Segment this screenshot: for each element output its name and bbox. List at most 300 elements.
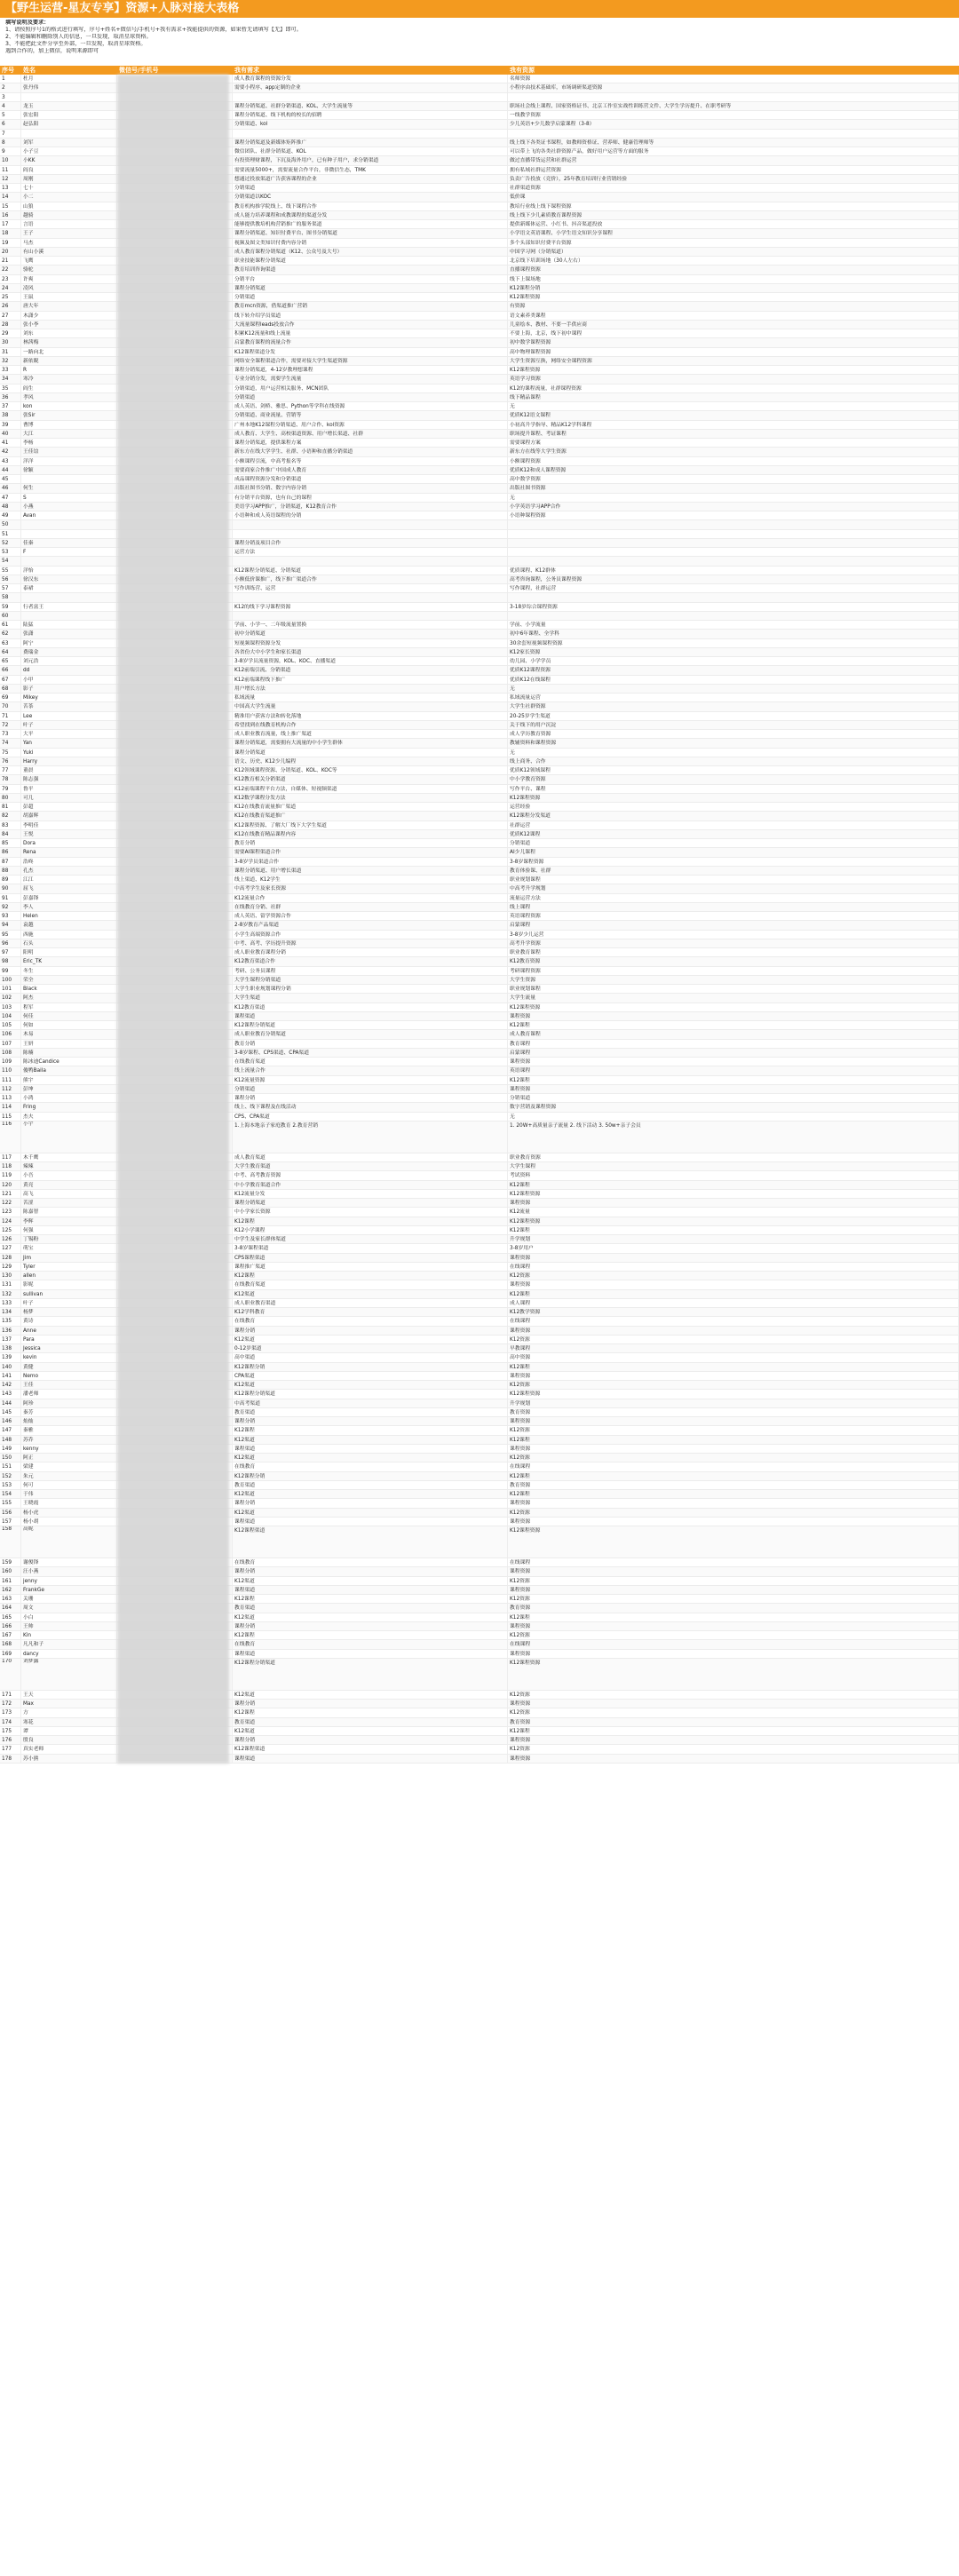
cell-resources[interactable]: K12课程资源 xyxy=(508,1390,959,1398)
cell-index[interactable]: 151 xyxy=(0,1462,21,1470)
cell-name[interactable]: 谢俊锋 xyxy=(21,1558,117,1566)
cell-name[interactable]: 马杰 xyxy=(21,239,117,247)
cell-needs[interactable]: K12课程资源、了解大厂线下大学生渠道 xyxy=(233,821,508,829)
cell-index[interactable]: 164 xyxy=(0,1604,21,1612)
cell-index[interactable]: 140 xyxy=(0,1363,21,1371)
cell-name[interactable]: 周刚 xyxy=(21,175,117,183)
cell-needs[interactable]: K12流量资源 xyxy=(233,1076,508,1084)
cell-needs[interactable]: 线上流量合作 xyxy=(233,1066,508,1074)
cell-needs[interactable]: 课程分销渠道，需要拥有大流量的中小学生群体 xyxy=(233,739,508,747)
cell-resources[interactable]: 线上课程 xyxy=(508,903,959,911)
cell-resources[interactable]: 在线课程 xyxy=(508,1317,959,1325)
cell-resources[interactable]: K12课程 xyxy=(508,1613,959,1621)
cell-index[interactable]: 138 xyxy=(0,1344,21,1352)
cell-index[interactable]: 12 xyxy=(0,175,21,183)
cell-name[interactable]: 张潇 xyxy=(21,630,117,638)
cell-index[interactable]: 118 xyxy=(0,1162,21,1170)
cell-resources[interactable]: 课程资源 xyxy=(508,1518,959,1526)
cell-resources[interactable]: K12课程 xyxy=(508,1490,959,1498)
cell-index[interactable]: 121 xyxy=(0,1190,21,1198)
cell-resources[interactable]: K12课程资源 xyxy=(508,794,959,802)
cell-name[interactable]: Dora xyxy=(21,839,117,847)
cell-name[interactable]: kenny xyxy=(21,1445,117,1453)
cell-name[interactable]: 许爽 xyxy=(21,275,117,283)
cell-needs[interactable]: 成人职业教育分销渠道 xyxy=(233,1030,508,1038)
cell-index[interactable]: 142 xyxy=(0,1381,21,1389)
cell-name[interactable]: 梁建 xyxy=(21,1462,117,1470)
cell-resources[interactable]: 无 xyxy=(508,1113,959,1121)
cell-needs[interactable]: 课程分销 xyxy=(233,1327,508,1335)
cell-index[interactable]: 110 xyxy=(0,1066,21,1074)
cell-resources[interactable]: K12资源 xyxy=(508,1708,959,1716)
cell-index[interactable]: 73 xyxy=(0,730,21,738)
cell-needs[interactable]: K12课程分销 xyxy=(233,1472,508,1480)
cell-needs[interactable]: 在线教育分销、社群 xyxy=(233,903,508,911)
cell-needs[interactable]: K12渠道 xyxy=(233,1613,508,1621)
cell-resources[interactable]: 教育资源 xyxy=(508,1408,959,1416)
cell-resources[interactable]: 高中资源 xyxy=(508,1353,959,1361)
cell-resources[interactable]: 大学生社群资源 xyxy=(508,702,959,710)
cell-name[interactable]: 刘东 xyxy=(21,329,117,337)
cell-resources[interactable]: 分销渠道 xyxy=(508,1094,959,1102)
cell-index[interactable]: 171 xyxy=(0,1691,21,1699)
cell-needs[interactable]: 教育渠道 xyxy=(233,1481,508,1489)
cell-name[interactable]: 小燕 xyxy=(21,503,117,511)
cell-resources[interactable]: 启蒙课程 xyxy=(508,1049,959,1057)
cell-resources[interactable]: K12课程 xyxy=(508,1727,959,1735)
cell-index[interactable]: 154 xyxy=(0,1490,21,1498)
cell-index[interactable]: 136 xyxy=(0,1327,21,1335)
cell-index[interactable]: 133 xyxy=(0,1299,21,1307)
cell-needs[interactable]: 课程分销渠道 xyxy=(233,749,508,757)
cell-resources[interactable]: 优质K12在线课程 xyxy=(508,676,959,684)
cell-index[interactable]: 148 xyxy=(0,1436,21,1444)
cell-resources[interactable]: 数字营销及课程资源 xyxy=(508,1103,959,1111)
cell-needs[interactable]: 分销平台 xyxy=(233,275,508,283)
cell-index[interactable]: 166 xyxy=(0,1622,21,1630)
cell-name[interactable] xyxy=(21,557,117,565)
cell-name[interactable]: 杰夫 xyxy=(21,1113,117,1121)
cell-name[interactable]: 江江 xyxy=(21,876,117,884)
cell-resources[interactable] xyxy=(508,612,959,620)
cell-index[interactable]: 48 xyxy=(0,503,21,511)
cell-index[interactable]: 3 xyxy=(0,93,21,101)
cell-name[interactable]: 王鼠 xyxy=(21,293,117,301)
cell-needs[interactable]: K12课程 xyxy=(233,1708,508,1716)
cell-index[interactable]: 175 xyxy=(0,1727,21,1735)
cell-resources[interactable]: K12课程 xyxy=(508,1436,959,1444)
cell-name[interactable]: allen xyxy=(21,1272,117,1280)
cell-needs[interactable]: 教育渠道 xyxy=(233,1604,508,1612)
cell-needs[interactable]: 成人职业教育课程分销 xyxy=(233,948,508,956)
cell-needs[interactable]: 启蒙教育课程的流量合作 xyxy=(233,338,508,346)
cell-name[interactable]: Tyler xyxy=(21,1263,117,1271)
cell-name[interactable]: 彭嘉锋 xyxy=(21,894,117,902)
cell-resources[interactable]: 启蒙课程 xyxy=(508,921,959,929)
cell-resources[interactable] xyxy=(508,93,959,101)
cell-resources[interactable] xyxy=(508,520,959,528)
cell-resources[interactable]: K12资源 xyxy=(508,1426,959,1434)
cell-needs[interactable]: 课程分销 xyxy=(233,1094,508,1102)
cell-name[interactable]: Nemo xyxy=(21,1372,117,1380)
cell-needs[interactable]: K12领域课程资源、分销渠道、KOL、KOC等 xyxy=(233,766,508,774)
cell-index[interactable]: 74 xyxy=(0,739,21,747)
cell-needs[interactable]: K12课程分销渠道 xyxy=(233,1390,508,1398)
cell-resources[interactable]: K12资源 xyxy=(508,1509,959,1517)
cell-name[interactable]: 凡凡和子 xyxy=(21,1640,117,1648)
cell-index[interactable]: 85 xyxy=(0,839,21,847)
cell-needs[interactable]: 在线教育渠道 xyxy=(233,1058,508,1066)
cell-resources[interactable]: 教育课程 xyxy=(508,1040,959,1048)
cell-name[interactable]: 山狼 xyxy=(21,202,117,210)
cell-name[interactable]: 孝风 xyxy=(21,393,117,401)
cell-needs[interactable]: 分销渠道，用户运营相关服务、MCN团队 xyxy=(233,384,508,392)
cell-resources[interactable]: 直播课程资源 xyxy=(508,266,959,273)
cell-resources[interactable]: 初中6年课程、全学科 xyxy=(508,630,959,638)
cell-resources[interactable]: K12课程资源 xyxy=(508,1659,959,1690)
cell-index[interactable]: 59 xyxy=(0,603,21,611)
cell-resources[interactable]: 名师资源 xyxy=(508,75,959,83)
cell-resources[interactable]: 新东方在线等大学生资源 xyxy=(508,448,959,456)
cell-needs[interactable]: K12课程 xyxy=(233,1217,508,1225)
cell-needs[interactable] xyxy=(233,130,508,138)
cell-index[interactable]: 153 xyxy=(0,1481,21,1489)
cell-index[interactable]: 56 xyxy=(0,575,21,583)
cell-needs[interactable]: K12小学课程 xyxy=(233,1226,508,1234)
cell-needs[interactable]: 教育渠道 xyxy=(233,1718,508,1726)
cell-index[interactable]: 55 xyxy=(0,567,21,575)
cell-resources[interactable]: 负责广告投放（竞价），25年教育培训行业营销经验 xyxy=(508,175,959,183)
cell-name[interactable]: 秦雅 xyxy=(21,1426,117,1434)
cell-resources[interactable]: 职业规划课程 xyxy=(508,876,959,884)
cell-index[interactable]: 126 xyxy=(0,1235,21,1243)
cell-name[interactable]: 刘军 xyxy=(21,139,117,147)
cell-name[interactable]: 熊宇 xyxy=(21,1076,117,1084)
cell-needs[interactable]: 教育培训咨询渠道 xyxy=(233,266,508,273)
cell-needs[interactable]: 在线教育 xyxy=(233,1462,508,1470)
cell-needs[interactable]: 教育分销 xyxy=(233,839,508,847)
cell-name[interactable]: 李辉 xyxy=(21,1217,117,1225)
cell-index[interactable]: 28 xyxy=(0,321,21,329)
cell-index[interactable]: 10 xyxy=(0,156,21,164)
cell-index[interactable]: 61 xyxy=(0,621,21,629)
cell-resources[interactable] xyxy=(508,530,959,538)
cell-index[interactable]: 76 xyxy=(0,757,21,765)
cell-resources[interactable]: 高考升学资源 xyxy=(508,939,959,947)
cell-needs[interactable]: 希望找到在线教育机构合作 xyxy=(233,721,508,729)
cell-resources[interactable]: 提供新媒体运营、小红书、抖音渠道投放 xyxy=(508,220,959,228)
cell-needs[interactable]: 课程渠道 xyxy=(233,1586,508,1594)
cell-name[interactable]: 叶子 xyxy=(21,1299,117,1307)
cell-index[interactable]: 149 xyxy=(0,1445,21,1453)
cell-needs[interactable]: 课程分销 xyxy=(233,1700,508,1708)
cell-index[interactable]: 91 xyxy=(0,894,21,902)
cell-needs[interactable]: K12渠道 xyxy=(233,1436,508,1444)
cell-needs[interactable]: 成人英语、剑桥、雅思、Python等学科在线资源 xyxy=(233,402,508,410)
cell-needs[interactable]: 有投资理财课程，下沉及海外用户，已有种子用户，求分销渠道 xyxy=(233,156,508,164)
cell-index[interactable]: 157 xyxy=(0,1518,21,1526)
cell-name[interactable]: Jessica xyxy=(21,1344,117,1352)
cell-name[interactable] xyxy=(21,93,117,101)
cell-resources[interactable]: 一线教学资源 xyxy=(508,111,959,119)
cell-name[interactable]: dd xyxy=(21,666,117,674)
cell-resources[interactable]: K12教学资源 xyxy=(508,1308,959,1316)
cell-name[interactable]: 阿宁 xyxy=(21,639,117,647)
cell-resources[interactable]: 流量运营方法 xyxy=(508,894,959,902)
cell-needs[interactable]: 分销渠道 xyxy=(233,184,508,192)
cell-name[interactable]: 木易 xyxy=(21,1030,117,1038)
cell-needs[interactable]: 需要AI课程渠道合作 xyxy=(233,848,508,856)
cell-index[interactable]: 152 xyxy=(0,1472,21,1480)
cell-resources[interactable]: K12课程 xyxy=(508,1290,959,1298)
cell-resources[interactable]: K12资源 xyxy=(508,1454,959,1462)
cell-resources[interactable]: 关于线下的用户沉淀 xyxy=(508,721,959,729)
cell-resources[interactable]: 课程资源 xyxy=(508,1199,959,1207)
cell-resources[interactable]: K12流量 xyxy=(508,1208,959,1216)
cell-name[interactable]: 谭 xyxy=(21,1727,117,1735)
cell-resources[interactable]: K12资源 xyxy=(508,1631,959,1639)
cell-name[interactable]: 阿杰 xyxy=(21,994,117,1002)
cell-resources[interactable]: 职业教育资源 xyxy=(508,1153,959,1161)
cell-name[interactable]: Rena xyxy=(21,848,117,856)
cell-index[interactable]: 63 xyxy=(0,639,21,647)
cell-resources[interactable]: 考试资料 xyxy=(508,1171,959,1179)
cell-name[interactable]: Avan xyxy=(21,511,117,519)
cell-index[interactable]: 176 xyxy=(0,1736,21,1744)
cell-name[interactable]: 浩咚 xyxy=(21,858,117,866)
cell-resources[interactable]: 英语课程资源 xyxy=(508,912,959,920)
cell-name[interactable]: 王佳谊 xyxy=(21,448,117,456)
cell-name[interactable]: 李杨 xyxy=(21,439,117,447)
cell-resources[interactable]: K12资源 xyxy=(508,1272,959,1280)
cell-resources[interactable]: 课程资源 xyxy=(508,1012,959,1020)
cell-index[interactable]: 26 xyxy=(0,302,21,310)
cell-needs[interactable]: 成人教育渠道 xyxy=(233,1153,508,1161)
cell-name[interactable]: 木潇少 xyxy=(21,312,117,320)
cell-name[interactable]: 骆驼 xyxy=(21,266,117,273)
cell-resources[interactable]: 在线课程 xyxy=(508,1558,959,1566)
cell-resources[interactable]: 课程资源 xyxy=(508,1499,959,1507)
cell-name[interactable]: 有山小溪 xyxy=(21,248,117,256)
cell-needs[interactable]: K12数学课程分发方法 xyxy=(233,794,508,802)
cell-needs[interactable]: K12渠道 xyxy=(233,1381,508,1389)
cell-needs[interactable]: 课程分销渠道、用户增长渠道 xyxy=(233,867,508,875)
cell-name[interactable]: 苏乔 xyxy=(21,1436,117,1444)
cell-index[interactable]: 29 xyxy=(0,329,21,337)
cell-index[interactable]: 112 xyxy=(0,1085,21,1093)
cell-index[interactable]: 129 xyxy=(0,1263,21,1271)
cell-resources[interactable]: 3-18岁综合课程资源 xyxy=(508,603,959,611)
cell-needs[interactable]: 职业技能课程分销渠道 xyxy=(233,257,508,265)
cell-needs[interactable]: K12课程渠道分发 xyxy=(233,348,508,356)
cell-name[interactable]: FrankGe xyxy=(21,1586,117,1594)
cell-name[interactable]: 影子 xyxy=(21,685,117,693)
cell-name[interactable]: 行者富王 xyxy=(21,603,117,611)
cell-resources[interactable]: 大学生课程 xyxy=(508,1162,959,1170)
cell-needs[interactable]: K12流量合作 xyxy=(233,894,508,902)
cell-name[interactable]: 小二 xyxy=(21,193,117,201)
cell-resources[interactable]: 优质K12领域课程 xyxy=(508,766,959,774)
cell-name[interactable]: Max xyxy=(21,1700,117,1708)
cell-resources[interactable]: K12的课程流量，社群课程资源 xyxy=(508,384,959,392)
cell-index[interactable]: 46 xyxy=(0,484,21,492)
cell-name[interactable] xyxy=(21,475,117,483)
cell-needs[interactable]: K12渠道 xyxy=(233,1336,508,1343)
cell-resources[interactable]: 社群渠道资源 xyxy=(508,184,959,192)
cell-needs[interactable]: 大学生职业规划课程分销 xyxy=(233,985,508,993)
cell-resources[interactable]: 成人学历教育资源 xyxy=(508,730,959,738)
cell-needs[interactable]: 在线教育 xyxy=(233,1640,508,1648)
cell-name[interactable]: 辣辣 xyxy=(21,1162,117,1170)
cell-index[interactable]: 42 xyxy=(0,448,21,456)
cell-index[interactable]: 21 xyxy=(0,257,21,265)
cell-needs[interactable]: 课程分销 xyxy=(233,1622,508,1630)
cell-index[interactable]: 93 xyxy=(0,912,21,920)
cell-name[interactable]: 何强 xyxy=(21,1226,117,1234)
cell-resources[interactable]: 小初高升学指导、精品K12学科课程 xyxy=(508,421,959,429)
cell-needs[interactable]: K12教育相关分销渠道 xyxy=(233,775,508,783)
cell-resources[interactable]: 优质K12语文课程 xyxy=(508,411,959,419)
cell-resources[interactable]: 教育资源 xyxy=(508,1604,959,1612)
cell-resources[interactable]: 考研课程资源 xyxy=(508,967,959,975)
cell-index[interactable]: 35 xyxy=(0,384,21,392)
cell-index[interactable]: 111 xyxy=(0,1076,21,1084)
cell-index[interactable]: 173 xyxy=(0,1708,21,1716)
cell-resources[interactable]: 小语种课程资源 xyxy=(508,511,959,519)
cell-needs[interactable]: 精准用户获客方法和转化落地 xyxy=(233,712,508,720)
cell-resources[interactable]: K12资源 xyxy=(508,1745,959,1753)
cell-resources[interactable]: 职业教育课程 xyxy=(508,948,959,956)
cell-index[interactable]: 95 xyxy=(0,931,21,939)
cell-resources[interactable]: K12课程 xyxy=(508,1181,959,1189)
cell-index[interactable]: 141 xyxy=(0,1372,21,1380)
cell-name[interactable]: 小KK xyxy=(21,156,117,164)
cell-name[interactable]: Harry xyxy=(21,757,117,765)
cell-index[interactable]: 64 xyxy=(0,648,21,656)
cell-needs[interactable]: K12流量分发 xyxy=(233,1190,508,1198)
cell-needs[interactable]: 成人英语、留学资源合作 xyxy=(233,912,508,920)
cell-index[interactable]: 145 xyxy=(0,1408,21,1416)
cell-index[interactable]: 115 xyxy=(0,1113,21,1121)
cell-resources[interactable]: K12资源 xyxy=(508,1381,959,1389)
cell-needs[interactable]: 课程分销渠道 xyxy=(233,1199,508,1207)
cell-index[interactable]: 65 xyxy=(0,657,21,665)
cell-name[interactable]: F xyxy=(21,548,117,556)
cell-needs[interactable]: 大学生教育渠道 xyxy=(233,1162,508,1170)
cell-resources[interactable]: 中小学教育资源 xyxy=(508,775,959,783)
cell-resources[interactable]: 无 xyxy=(508,685,959,693)
cell-name[interactable] xyxy=(21,520,117,528)
cell-resources[interactable]: 1. 20W+高质量亲子流量 2. 线下活动 3. 50w+亲子会员 xyxy=(508,1122,959,1153)
cell-needs[interactable]: 需要小程序、app定制的企业 xyxy=(233,83,508,91)
cell-index[interactable]: 82 xyxy=(0,812,21,820)
cell-resources[interactable]: 出版社图书资源 xyxy=(508,484,959,492)
cell-needs[interactable]: 分销渠道、kol xyxy=(233,120,508,128)
cell-resources[interactable]: 3-8岁用户 xyxy=(508,1244,959,1252)
cell-name[interactable]: 刘梦露 xyxy=(21,1659,117,1690)
cell-index[interactable]: 58 xyxy=(0,593,21,601)
cell-index[interactable]: 159 xyxy=(0,1558,21,1566)
cell-needs[interactable]: 成人职业教育流量，线上推广渠道 xyxy=(233,730,508,738)
cell-index[interactable]: 54 xyxy=(0,557,21,565)
cell-needs[interactable]: 微信团队、社群分销渠道、KOL xyxy=(233,147,508,155)
cell-needs[interactable]: K12课程 xyxy=(233,1631,508,1639)
cell-needs[interactable]: K12课程 xyxy=(233,1426,508,1434)
cell-needs[interactable]: 课程分销渠道、线下机构的校长的招聘 xyxy=(233,111,508,119)
cell-index[interactable]: 47 xyxy=(0,494,21,502)
cell-resources[interactable]: 教育资源 xyxy=(508,1718,959,1726)
cell-index[interactable]: 117 xyxy=(0,1153,21,1161)
cell-needs[interactable]: 课程渠道 xyxy=(233,1755,508,1763)
cell-resources[interactable]: 教培行业线上线下课程资源 xyxy=(508,202,959,210)
cell-name[interactable]: 苦茶 xyxy=(21,702,117,710)
cell-resources[interactable]: 小程序由技术基础库，市场调研渠道资源 xyxy=(508,83,959,91)
cell-needs[interactable] xyxy=(233,557,508,565)
cell-index[interactable]: 163 xyxy=(0,1595,21,1603)
cell-name[interactable]: Fring xyxy=(21,1103,117,1111)
cell-name[interactable]: 泰裙 xyxy=(21,584,117,592)
cell-resources[interactable]: 课程资源 xyxy=(508,1700,959,1708)
cell-needs[interactable]: 分销渠道以KOC xyxy=(233,193,508,201)
cell-name[interactable]: 洋洋 xyxy=(21,457,117,465)
cell-needs[interactable]: 中小学教育渠道合作 xyxy=(233,1181,508,1189)
cell-name[interactable]: 大江 xyxy=(21,430,117,438)
cell-resources[interactable]: 职场提升课程、考证课程 xyxy=(508,430,959,438)
cell-name[interactable]: S xyxy=(21,494,117,502)
cell-index[interactable]: 92 xyxy=(0,903,21,911)
cell-needs[interactable]: 写作训练营、运营 xyxy=(233,584,508,592)
cell-needs[interactable]: 专业分销分发，需要学生流量 xyxy=(233,375,508,383)
cell-name[interactable]: 陈志强 xyxy=(21,775,117,783)
cell-resources[interactable]: 无 xyxy=(508,494,959,502)
cell-needs[interactable]: 课程分销 xyxy=(233,1567,508,1575)
cell-name[interactable]: 冬生 xyxy=(21,967,117,975)
cell-name[interactable]: 王晓霞 xyxy=(21,1499,117,1507)
cell-name[interactable]: 李明佳 xyxy=(21,821,117,829)
cell-resources[interactable]: 北京线下培训场地（30人左右） xyxy=(508,257,959,265)
cell-name[interactable]: 潘老师 xyxy=(21,1390,117,1398)
cell-name[interactable]: 陈楠 xyxy=(21,1049,117,1057)
cell-needs[interactable]: CPA渠道 xyxy=(233,1372,508,1380)
cell-index[interactable]: 70 xyxy=(0,702,21,710)
cell-needs[interactable]: 中高考学生及家长资源 xyxy=(233,884,508,892)
cell-resources[interactable]: 在线课程 xyxy=(508,1462,959,1470)
cell-name[interactable]: 何可 xyxy=(21,1481,117,1489)
cell-name[interactable]: jenny xyxy=(21,1577,117,1585)
cell-needs[interactable]: K12渠道 xyxy=(233,1290,508,1298)
cell-resources[interactable]: 课程资源 xyxy=(508,1586,959,1594)
cell-index[interactable]: 67 xyxy=(0,676,21,684)
cell-resources[interactable]: 优质K12课程资源 xyxy=(508,666,959,674)
cell-name[interactable]: 程军 xyxy=(21,1003,117,1011)
cell-needs[interactable]: 3-8岁学员流量资源，KOL、KOC、直播渠道 xyxy=(233,657,508,665)
cell-name[interactable]: 杜月 xyxy=(21,75,117,83)
cell-resources[interactable]: 课程资源 xyxy=(508,1085,959,1093)
cell-resources[interactable]: 社群运营 xyxy=(508,821,959,829)
cell-index[interactable]: 41 xyxy=(0,439,21,447)
cell-index[interactable]: 34 xyxy=(0,375,21,383)
cell-name[interactable]: 陈冰迪Candice xyxy=(21,1058,117,1066)
cell-name[interactable]: Lee xyxy=(21,712,117,720)
cell-name[interactable]: 徐汉东 xyxy=(21,575,117,583)
cell-resources[interactable] xyxy=(508,593,959,601)
cell-needs[interactable]: K12前端课程平台方法，自媒体、短视频渠道 xyxy=(233,785,508,793)
cell-name[interactable]: 屈飞 xyxy=(21,884,117,892)
cell-resources[interactable]: 教育资源 xyxy=(508,1481,959,1489)
cell-needs[interactable]: 能够提供教培机构营销推广的服务渠道 xyxy=(233,220,508,228)
cell-name[interactable]: 张Sir xyxy=(21,411,117,419)
cell-resources[interactable]: 课程资源 xyxy=(508,1445,959,1453)
